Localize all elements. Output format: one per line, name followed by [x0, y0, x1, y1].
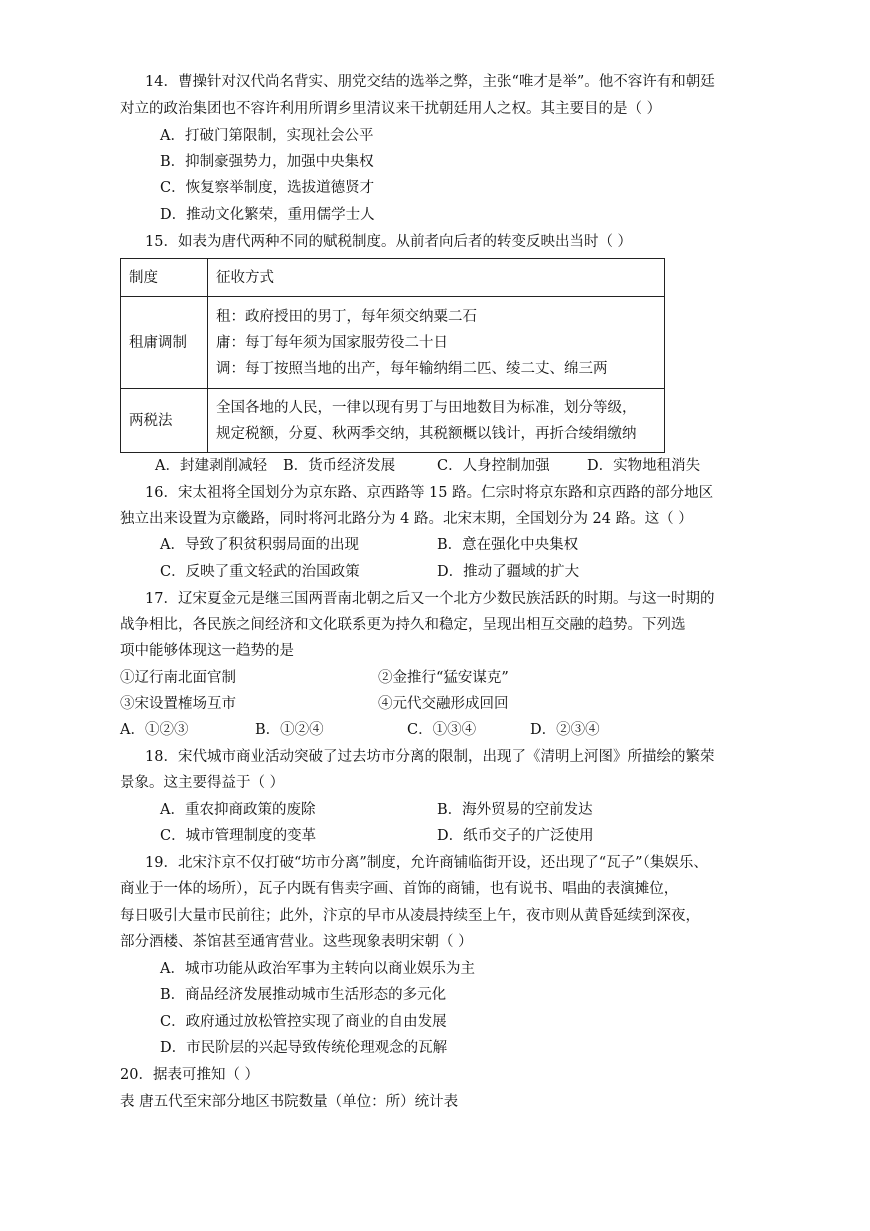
q14-option-c: C．恢复察举制度，选拔道德贤才 [160, 180, 375, 196]
q18-option-d: D．纸币交子的广泛使用 [437, 828, 594, 844]
q17-option-b: B．①②④ [255, 722, 324, 738]
q14-option-a: A．打破门第限制，实现社会公平 [160, 128, 374, 144]
q16-option-d: D．推动了疆域的扩大 [437, 564, 580, 580]
q16-stem-line2: 独立出来设置为京畿路，同时将河北路分为 4 路。北宋末期，全国划分为 24 路。这（ ） [120, 511, 693, 527]
q18-stem-line1: 18．宋代城市商业活动突破了过去坊市分离的限制，出现了《清明上河图》所描绘的繁荣 [145, 749, 715, 765]
q15-option-a: A．封建剥削减轻 [155, 458, 267, 474]
table-row1-content [208, 297, 665, 389]
q20-table-caption: 表 唐五代至宋部分地区书院数量（单位：所）统计表 [120, 1094, 459, 1110]
q19-option-a: A．城市功能从政治军事为主转向以商业娱乐为主 [160, 961, 475, 977]
q18-stem-line2: 景象。这主要得益于（ ） [120, 775, 285, 791]
table-header-method: 征收方式 [208, 259, 665, 297]
q17-stem-line3: 项中能够体现这一趋势的是 [120, 643, 294, 659]
q19-stem-line1: 19．北宋汴京不仅打破“坊市分离”制度，允许商铺临街开设，还出现了“瓦子”（集娱乐、 [145, 855, 708, 871]
q17-item-1: ①辽行南北面官制 [120, 670, 236, 686]
q18-option-c: C．城市管理制度的变革 [160, 828, 317, 844]
q15-stem: 15．如表为唐代两种不同的赋税制度。从前者向后者的转变反映出当时（ ） [145, 234, 633, 250]
q17-item-2: ②金推行“猛安谋克” [378, 670, 509, 686]
q15-option-b: B．货币经济发展 [283, 458, 396, 474]
q16-option-a: A．导致了积贫积弱局面的出现 [160, 537, 359, 553]
q16-stem-line1: 16．宋太祖将全国划分为京东路、京西路等 15 路。仁宗时将京东路和京西路的部分地区 [145, 485, 714, 501]
q17-item-3: ③宋设置榷场互市 [120, 696, 236, 712]
q17-option-a: A．①②③ [120, 722, 189, 738]
table-row2-name: 两税法 [121, 389, 208, 453]
q17-option-c: C．①③④ [407, 722, 477, 738]
q16-option-c: C．反映了重文轻武的治国政策 [160, 564, 360, 580]
q15-option-d: D．实物地租消失 [587, 458, 701, 474]
table-row1-name: 租庸调制 [121, 297, 208, 389]
row1-line-zu: 租：政府授田的男丁，每年须交纳粟二石 [216, 308, 477, 325]
q19-stem-line4: 部分酒楼、茶馆甚至通宵营业。这些现象表明宋朝（ ） [120, 934, 473, 950]
table-row2-content [208, 389, 665, 453]
row2-line2: 规定税额，分夏、秋两季交纳，其税额概以钱计，再折合绫绢缴纳 [216, 425, 637, 442]
q14-option-b: B．抑制豪强势力，加强中央集权 [160, 154, 374, 170]
q19-option-c: C．政府通过放松管控实现了商业的自由发展 [160, 1014, 447, 1030]
q14-option-d: D．推动文化繁荣，重用儒学士人 [160, 207, 375, 223]
q16-option-b: B．意在强化中央集权 [437, 537, 579, 553]
q17-item-4: ④元代交融形成回回 [378, 696, 509, 712]
q19-option-d: D．市民阶层的兴起导致传统伦理观念的瓦解 [160, 1040, 448, 1056]
row2-line1: 全国各地的人民，一律以现有男丁与田地数目为标准，划分等级， [216, 399, 637, 416]
row1-line-diao: 调：每丁按照当地的出产，每年输纳绢二匹、绫二丈、绵三两 [216, 360, 608, 377]
q17-stem-line2: 战争相比，各民族之间经济和文化联系更为持久和稳定，呈现出相互交融的趋势。下列选 [120, 617, 686, 633]
q18-option-a: A．重农抑商政策的废除 [160, 802, 316, 818]
q17-stem-line1: 17．辽宋夏金元是继三国两晋南北朝之后又一个北方少数民族活跃的时期。与这一时期的 [145, 591, 715, 607]
row1-line-yong: 庸：每丁每年须为国家服劳役二十日 [216, 334, 448, 351]
q14-stem-line1: 14．曹操针对汉代尚名背实、朋党交结的选举之弊，主张“唯才是举”。他不容许有和朝廷 [145, 74, 715, 90]
q19-option-b: B．商品经济发展推动城市生活形态的多元化 [160, 987, 447, 1003]
table-header-system: 制度 [121, 259, 208, 297]
q15-tax-table [120, 258, 665, 453]
q19-stem-line2: 商业于一体的场所），瓦子内既有售卖字画、首饰的商铺，也有说书、唱曲的表演摊位， [120, 881, 679, 897]
q14-stem-line2: 对立的政治集团也不容许利用所谓乡里清议来干扰朝廷用人之权。其主要目的是（ ） [120, 101, 662, 117]
q17-option-d: D．②③④ [530, 722, 600, 738]
q18-option-b: B．海外贸易的空前发达 [437, 802, 593, 818]
q15-option-c: C．人身控制加强 [437, 458, 550, 474]
q20-stem: 20．据表可推知（ ） [120, 1067, 260, 1083]
q19-stem-line3: 每日吸引大量市民前往；此外，汴京的早市从凌晨持续至上午，夜市则从黄昏延续到深夜， [120, 908, 700, 924]
